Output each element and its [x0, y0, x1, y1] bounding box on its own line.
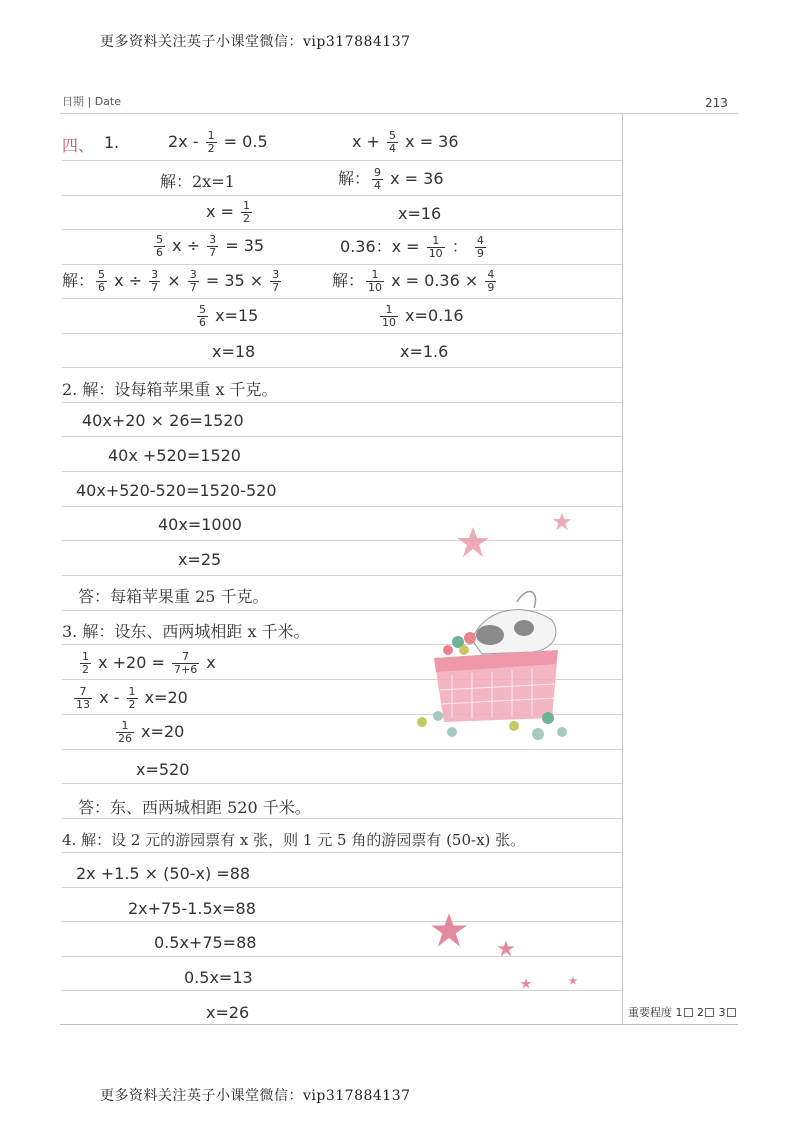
- star-icon: [430, 912, 468, 948]
- ruled-line: [62, 506, 622, 507]
- q4-step: 0.5x=13: [184, 968, 253, 987]
- section-label: 四、: [62, 136, 95, 155]
- ruled-line: [62, 160, 622, 161]
- q2-step: 40x=1000: [158, 515, 242, 534]
- q1-sol-c2: $\frac{5}{6}$ x=15: [199, 303, 259, 329]
- watermark-top: 更多资料关注英子小课堂微信：vip317884137: [100, 34, 411, 50]
- ruled-line: [62, 471, 622, 472]
- q2-step: 40x+520-520=1520-520: [76, 481, 277, 500]
- star-icon: [552, 512, 572, 531]
- q3-step2: $\frac{7}{13}$ x - $\frac{1}{2}$ x=20: [76, 685, 188, 711]
- q3-step1: $\frac{1}{2}$ x +20 = $\frac{7}{7+6}$ x: [82, 650, 216, 676]
- q1-sol-b1: 解： $\frac{9}{4}$ x = 36: [338, 166, 444, 192]
- page-number: 213: [705, 96, 728, 110]
- ruled-line: [62, 783, 622, 784]
- q1-sol-a2: x = $\frac{1}{2}$: [206, 199, 251, 225]
- q1-number: 1.: [104, 133, 120, 152]
- ruled-line: [62, 749, 622, 750]
- q1-sol-d3: x=1.6: [400, 342, 449, 361]
- star-icon: [456, 526, 490, 558]
- q3-answer: 答：东、西两城相距 520 千米。: [78, 798, 311, 817]
- ruled-line: [62, 229, 622, 230]
- q2-title: 2. 解：设每箱苹果重 x 千克。: [62, 380, 278, 399]
- ruled-line: [62, 333, 622, 334]
- q2-step: x=25: [178, 550, 222, 569]
- ruled-line: [62, 195, 622, 196]
- q1-eq-d: 0.36：x = $\frac{1}{10}$ ： $\frac{4}{9}$: [340, 234, 484, 260]
- importance-checkbox: [705, 1008, 714, 1017]
- q4-step: 2x +1.5 × (50-x) =88: [76, 864, 251, 883]
- q3-step3: $\frac{1}{26}$ x=20: [118, 719, 185, 745]
- star-icon: [497, 940, 515, 957]
- q1-eq-b: x + $\frac{5}{4}$ x = 36: [352, 129, 459, 155]
- q1-sol-b2: x=16: [398, 204, 442, 223]
- bottom-rule: [60, 1024, 738, 1025]
- q1-sol-d1: 解： $\frac{1}{10}$ x = 0.36 × $\frac{4}{9}$: [332, 268, 495, 294]
- q1-sol-a1: 解：2x=1: [160, 172, 235, 191]
- ruled-line: [62, 402, 622, 403]
- q4-step: 0.5x+75=88: [154, 933, 257, 952]
- q1-eq-a: 2x - $\frac{1}{2}$ = 0.5: [168, 129, 268, 155]
- q4-step: x=26: [206, 1003, 250, 1022]
- q2-step: 40x+20 × 26=1520: [82, 411, 244, 430]
- q3-step4: x=520: [136, 760, 190, 779]
- ruled-line: [62, 298, 622, 299]
- q1-sol-c1: 解： $\frac{5}{6}$ x ÷ $\frac{3}{7}$ × $\frac{3}{7}$ = 35 × $\frac{3}{7}$: [62, 268, 280, 294]
- ruled-line: [62, 921, 622, 922]
- star-icon: [520, 978, 532, 989]
- ruled-line: [62, 367, 622, 368]
- importance-checkbox: [727, 1008, 736, 1017]
- ruled-line: [62, 575, 622, 576]
- top-rule: [60, 113, 738, 114]
- ruled-line: [62, 956, 622, 957]
- importance-checkbox: [684, 1008, 693, 1017]
- date-label: 日期 | Date: [62, 95, 121, 108]
- q1-eq-c: $\frac{5}{6}$ x ÷ $\frac{3}{7}$ = 35: [156, 233, 265, 259]
- q1-sol-c3: x=18: [212, 342, 256, 361]
- ruled-line: [62, 264, 622, 265]
- ruled-line: [62, 436, 622, 437]
- basket-illustration: [412, 580, 582, 740]
- ruled-line: [62, 887, 622, 888]
- ruled-line: [62, 852, 622, 853]
- ruled-line: [62, 990, 622, 991]
- star-icon: [568, 976, 578, 985]
- watermark-bottom: 更多资料关注英子小课堂微信：vip317884137: [100, 1088, 411, 1104]
- importance-indicator: 重要程度 1 2 3: [628, 1004, 737, 1020]
- margin-line: [622, 113, 623, 1025]
- ruled-line: [62, 818, 622, 819]
- q4-step: 2x+75-1.5x=88: [128, 899, 256, 918]
- q4-title: 4. 解：设 2 元的游园票有 x 张，则 1 元 5 角的游园票有 (50-x) 张。: [62, 831, 526, 849]
- q2-answer: 答：每箱苹果重 25 千克。: [78, 587, 269, 606]
- q3-title: 3. 解：设东、西两城相距 x 千米。: [62, 622, 310, 641]
- ruled-line: [62, 540, 622, 541]
- q2-step: 40x +520=1520: [108, 446, 241, 465]
- q1-sol-d2: $\frac{1}{10}$ x=0.16: [382, 303, 464, 329]
